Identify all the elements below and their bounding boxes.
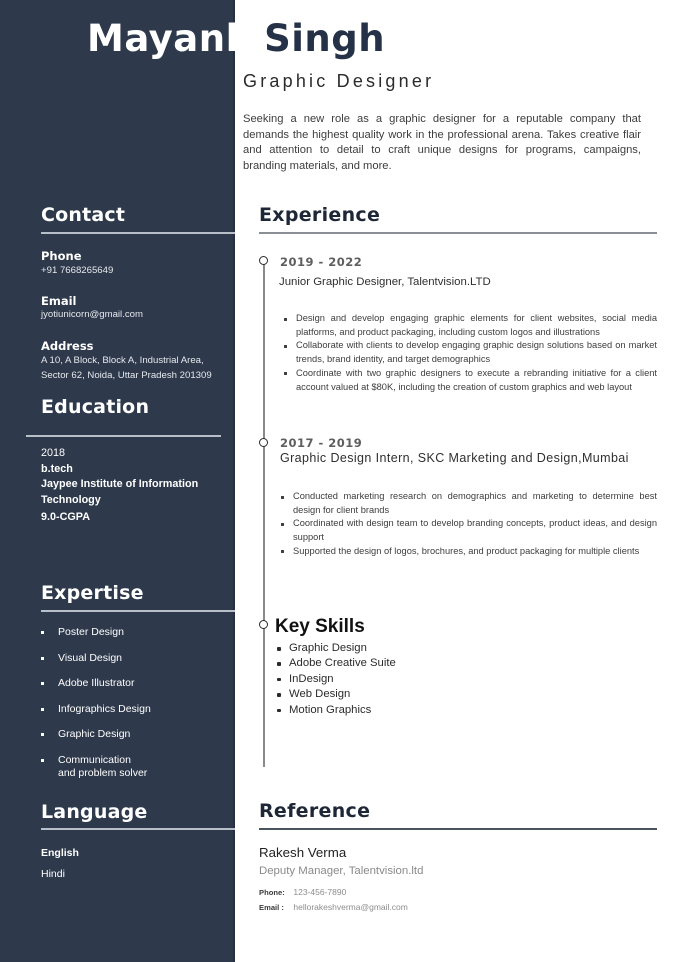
expertise-item: Visual Design [41, 652, 151, 666]
candidate-name [87, 16, 385, 62]
skill-item: Adobe Creative Suite [275, 656, 396, 671]
job-role: Graphic Design Intern, SKC Marketing and Design,Mumbai [280, 451, 629, 465]
expertise-item: Adobe Illustrator [41, 677, 151, 691]
sidebar-edge [233, 0, 235, 962]
email-value: jyotiunicorn@gmail.com [41, 309, 143, 320]
phone-label: Phone [41, 249, 82, 263]
expertise-item-line-1: Communication [58, 753, 131, 766]
contact-heading: Contact [41, 204, 126, 226]
address-line-2: Sector 62, Noida, Uttar Pradesh 201309 [41, 370, 212, 381]
expertise-item: Graphic Design [41, 728, 151, 742]
language-divider [41, 828, 235, 830]
job-bullet: Supported the design of logos, brochures, and product packaging for multiple clients [280, 545, 657, 559]
skill-item: Graphic Design [275, 641, 396, 656]
reference-title: Deputy Manager, Talentvision.ltd [259, 865, 424, 877]
job-bullets [280, 490, 657, 559]
job-bullets [283, 312, 657, 394]
reference-heading: Reference [259, 800, 371, 822]
key-skills-heading: Key Skills [275, 616, 365, 637]
skill-item: Web Design [275, 687, 396, 702]
reference-divider [259, 828, 657, 830]
last-name: Singh [264, 17, 386, 60]
address-label: Address [41, 339, 94, 353]
timeline-dot-icon [259, 620, 268, 629]
education-institute-line-1: Jaypee Institute of Information [41, 478, 199, 490]
expertise-list [41, 626, 151, 793]
expertise-divider [41, 610, 235, 612]
first-name: Mayank [87, 17, 251, 60]
education-heading: Education [41, 396, 150, 418]
education-grade: 9.0-CGPA [41, 511, 90, 523]
job-role: Junior Graphic Designer, Talentvision.LTD [279, 276, 491, 288]
language-item: English [41, 847, 79, 859]
job-dates: 2019 - 2022 [280, 255, 363, 269]
reference-phone-row [259, 887, 346, 897]
reference-email-row [259, 902, 408, 912]
contact-divider [41, 232, 235, 234]
job-title: Graphic Designer [243, 71, 435, 91]
phone-value: +91 7668265649 [41, 265, 114, 276]
timeline-dot-icon [259, 438, 268, 447]
job-dates: 2017 - 2019 [280, 436, 363, 450]
education-degree: b.tech [41, 463, 73, 475]
job-bullet: Conducted marketing research on demographics and marketing to determine best design for client brands [280, 490, 657, 517]
expertise-item-line-2: and problem solver [58, 767, 148, 779]
education-divider [26, 435, 221, 437]
email-label: Email [41, 294, 77, 308]
timeline-line [263, 264, 265, 767]
expertise-heading: Expertise [41, 582, 144, 604]
reference-phone: 123-456-7890 [293, 887, 347, 897]
profile-summary: Seeking a new role as a graphic designer for a reputable company that demands the highest quality work in the professional arena. Takes creative flair and attention to detail to craft unique designs for programs, campaigns, branding materials, and more. [243, 113, 641, 172]
experience-divider [259, 232, 657, 234]
reference-name: Rakesh Verma [259, 845, 347, 860]
reference-phone-label: Phone: [259, 888, 285, 897]
timeline-dot-icon [259, 256, 268, 265]
job-bullet: Coordinate with two graphic designers to execute a rebranding initiative for a client account valued at $80K, including the creation of custom graphics and web layout [283, 367, 657, 394]
expertise-item: Infographics Design [41, 703, 151, 717]
language-heading: Language [41, 801, 148, 823]
expertise-item: Poster Design [41, 626, 151, 640]
key-skills-list [275, 641, 396, 718]
skill-item: Motion Graphics [275, 703, 396, 718]
education-institute-line-2: Technology [41, 494, 101, 506]
expertise-item [41, 754, 151, 781]
job-bullet: Coordinated with design team to develop branding concepts, product ideas, and design support [280, 517, 657, 544]
experience-heading: Experience [259, 204, 381, 226]
language-item: Hindi [41, 868, 65, 880]
reference-email: hellorakeshverma@gmail.com [293, 902, 408, 912]
job-bullet: Collaborate with clients to develop engaging graphic design solutions based on market trends, brand identity, and target demographics [283, 339, 657, 366]
education-year: 2018 [41, 447, 66, 459]
skill-item: InDesign [275, 672, 396, 687]
address-line-1: A 10, A Block, Block A, Industrial Area, [41, 355, 204, 366]
job-bullet: Design and develop engaging graphic elements for client websites, social media platforms, and product packaging, including custom logos and illustrations [283, 312, 657, 339]
reference-email-label: Email : [259, 903, 284, 912]
